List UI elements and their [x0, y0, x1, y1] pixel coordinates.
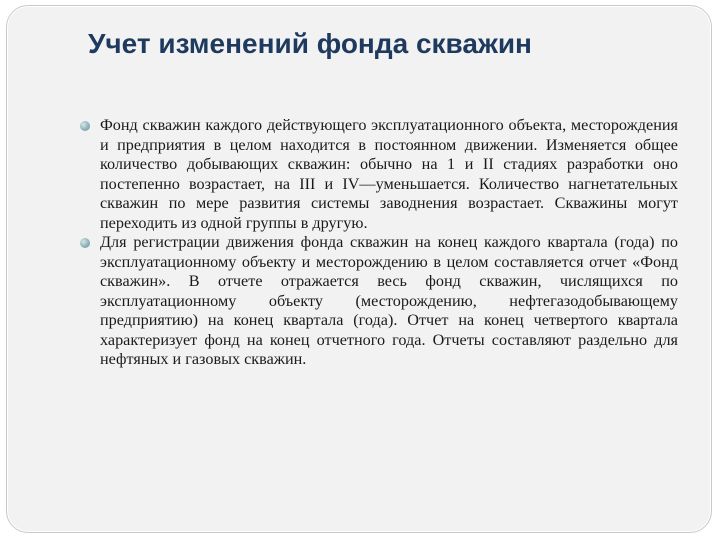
bullet-icon	[80, 238, 90, 248]
bullet-text: Фонд скважин каждого действующего эксплуатационного объекта, месторождения и предприятия в целом находится в постоянном движении. Изменяется общее количество добывающих скважин: обычно на 1 и II стадиях разработки оно постепенно возрастает, на III и IV—уменьшается. Количество нагнетательных скважин по мере развития системы заводнения возрастает. Скважины могут переходить из одной группы в другую.	[100, 116, 678, 232]
bullet-list	[78, 116, 678, 370]
slide-title: Учет изменений фонда скважин	[88, 28, 532, 59]
bullet-icon	[80, 121, 90, 131]
list-item	[78, 233, 678, 370]
list-item	[78, 116, 678, 233]
bullet-text: Для регистрации движения фонда скважин на конец каждого квартала (года) по эксплуатационному объекту и месторождению в целом составляется отчет «Фонд скважин». В отчете отражается весь фонд скважин, числящихся по эксплуатационному объекту (месторождению, нефтегазодобывающему предприятию) на конец квартала (года). Отчет на конец четвертого квартала характеризует фонд на конец отчетного года. Отчеты составляют раздельно для нефтяных и газовых скважин.	[100, 233, 678, 368]
